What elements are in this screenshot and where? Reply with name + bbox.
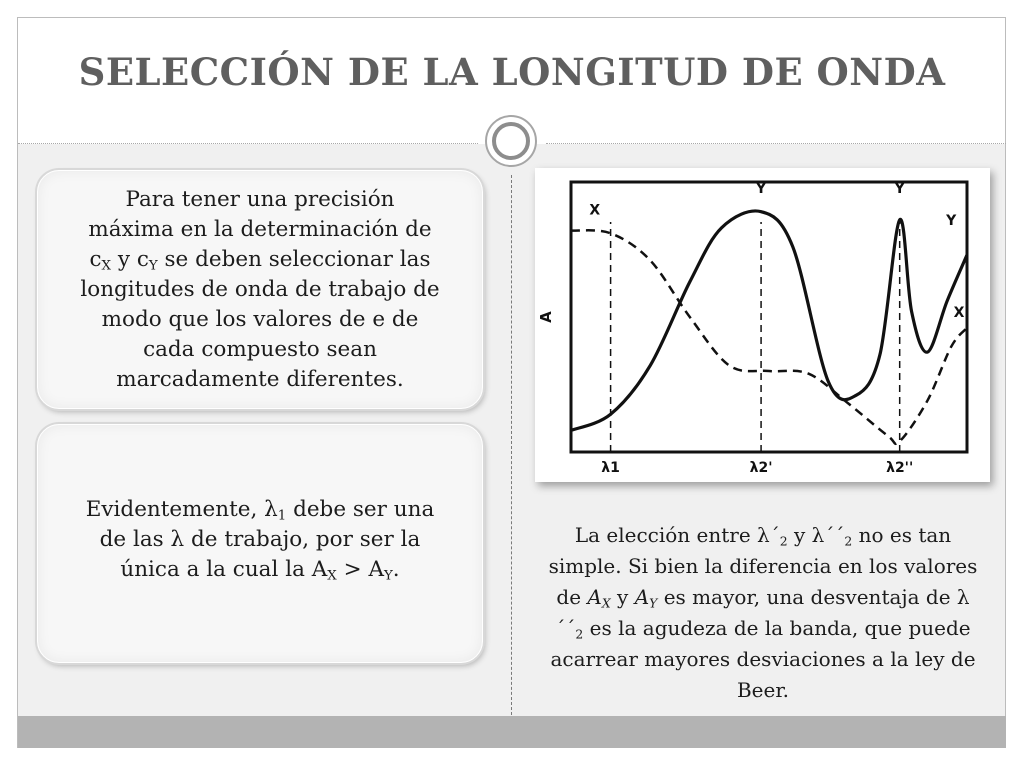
curve-label-3: Y: [894, 180, 905, 197]
callout-lambda1: [37, 424, 483, 663]
callout-lambda1-text: Evidentemente, $\lambda_1$ debe ser una de las λ de trabajo, por ser la única a la cual la $A_X > A_Y$.: [85, 497, 435, 584]
footer-bar: [18, 716, 1006, 748]
x-tick-label-2: λ2': [749, 460, 773, 476]
curve-label-5: X: [953, 305, 965, 321]
chart-caption: La elección entre $\lambda´_2$ y $\lambda´´_2$ no es tan simple. Si bien la diferencia en los valores de $A_X$ y $A_Y$ es mayor, una desventaja de $\lambda´´_2$ es la agudeza de la banda, que puede acarrear mayores desviaciones a la ley de Beer.: [548, 523, 978, 702]
title-rule-right: [546, 143, 1006, 144]
x-tick-label-3: λ2'': [886, 460, 914, 476]
curve-label-1: X: [589, 202, 601, 219]
absorbance-chart: [535, 168, 990, 482]
y-axis-label: A: [537, 311, 555, 323]
absorbance-chart-card: [535, 168, 990, 482]
column-divider: [511, 175, 512, 715]
title-rule-left: [18, 143, 478, 144]
slide-title: SELECCIÓN DE LA LONGITUD DE ONDA: [78, 50, 946, 94]
x-tick-label-1: λ1: [601, 460, 620, 476]
plot-frame: [571, 182, 967, 452]
curve-label-2: Y: [756, 180, 767, 197]
callout-precision-text: Para tener una precisión máxima en la determinación de $c_X$ y $c_Y$ se deben seleccionar las longitudes de onda de trabajo de modo que los valores de e de cada compuesto sean marcadamente diferentes.: [80, 186, 440, 392]
circle-ornament-icon: [485, 115, 537, 167]
curve-label-4: Y: [946, 213, 957, 230]
callout-precision: [37, 170, 483, 409]
